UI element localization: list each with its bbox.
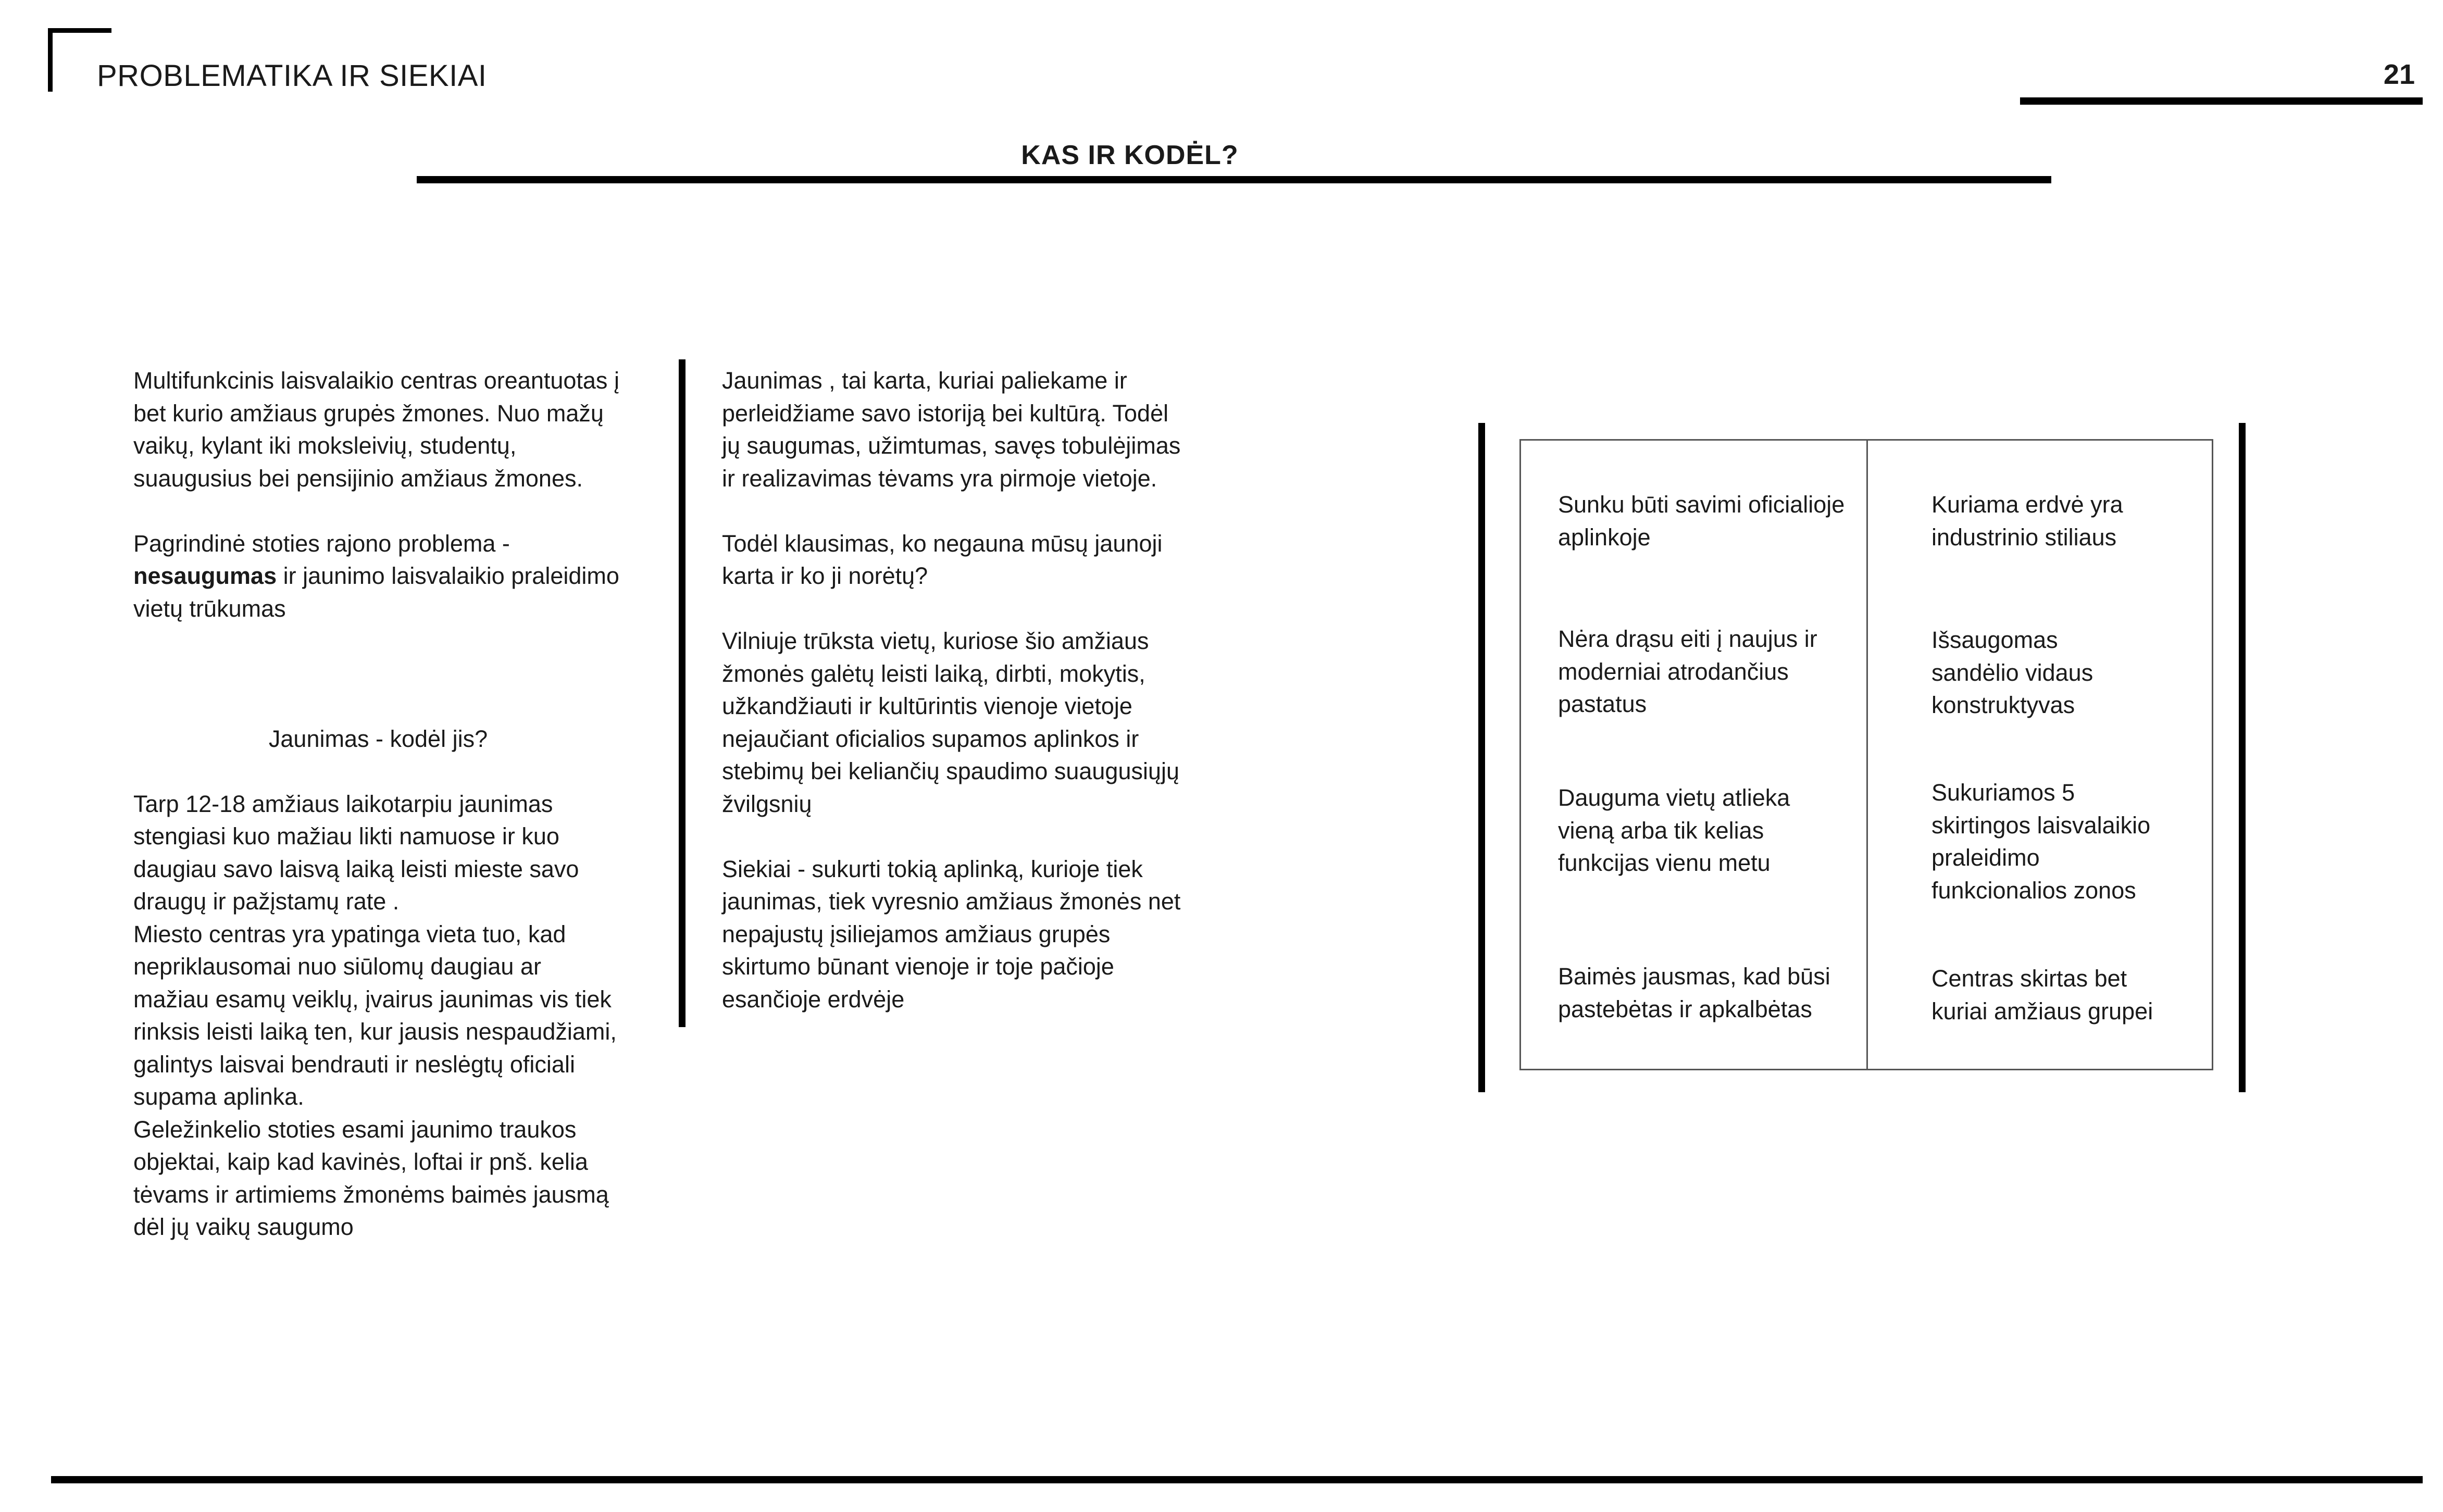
age-paragraph: Tarp 12-18 amžiaus laikotarpiu jaunimas stengiasi kuo mažiau likti namuose ir kuo daugiau savo laisvą laiką leisti mieste savo draugų ir pažįstamų rate . bbox=[133, 790, 579, 915]
question-paragraph: Todėl klausimas, ko negauna mūsų jaunoji karta ir ko ji norėtų? bbox=[722, 530, 1163, 589]
corner-bracket-left bbox=[48, 28, 53, 92]
city-center-paragraph: Miesto centras yra ypatinga vieta tuo, kad nepriklausomai nuo siūlomų daugiau ar mažiau esamų veiklų, įvairus jaunimas vis tiek rinksis leisti laiką ten, kur jausis nespaudžiami, galintys laisvai bendrauti ir neslėgtų oficiali supama aplinka. bbox=[133, 920, 617, 1110]
problem-cell: Sunku būti savimi oficialioje aplinkoje bbox=[1558, 491, 1845, 551]
heading-underline bbox=[417, 176, 2051, 183]
vilnius-paragraph: Vilniuje trūksta vietų, kuriose šio amžiaus žmonės galėtų leisti laiką, dirbti, mokytis, užkandžiauti ir kultūrintis vienoje vietoje nejaučiant oficialios supamos aplinkos ir stebimų bei keliančių spaudimo suaugusiųjų žvilgsnių bbox=[722, 628, 1180, 817]
problem-paragraph bbox=[133, 528, 623, 626]
column-divider bbox=[679, 359, 685, 1027]
intro-paragraph: Multifunkcinis laisvalaikio centras oreantuotas į bet kurio amžiaus grupės žmones. Nuo mažų vaikų, kylant iki moksleivių, studentų, suaugusius bei pensijinio amžiaus žmones. bbox=[133, 367, 619, 492]
solution-cell: Sukuriamos 5 skirtingos laisvalaikio praleidimo funkcionalios zonos bbox=[1931, 779, 2151, 904]
goals-paragraph: Siekiai - sukurti tokią aplinką, kurioje tiek jaunimas, tiek vyresnio amžiaus žmonės net nepajustų įsiliejamos amžiaus grupės skirtumo būnant vienoje ir toje pačioje esančioje erdvėje bbox=[722, 855, 1181, 1013]
problem-suffix: ir jaunimo laisvalaikio praleidimo vietų trūkumas bbox=[133, 563, 619, 622]
problem-keyword: nesaugumas bbox=[133, 563, 277, 589]
table-right-bar bbox=[2239, 423, 2246, 1092]
page-number-underline bbox=[2020, 97, 2423, 105]
problem-prefix: Pagrindinė stoties rajono problema - bbox=[133, 530, 510, 557]
corner-bracket-top bbox=[48, 28, 111, 33]
solution-cell: Išsaugomas sandėlio vidaus konstruktyvas bbox=[1931, 627, 2093, 718]
solution-cell: Kuriama erdvė yra industrinio stiliaus bbox=[1931, 491, 2123, 551]
section-title: PROBLEMATIKA IR SIEKIAI bbox=[97, 59, 487, 93]
bottom-rule bbox=[51, 1476, 2423, 1483]
problems-solutions-table bbox=[1519, 439, 2213, 1070]
problem-cell: Dauguma vietų atlieka vieną arba tik kelias funkcijas vienu metu bbox=[1558, 784, 1790, 876]
table-left-bar bbox=[1478, 423, 1485, 1092]
problem-cell: Baimės jausmas, kad būsi pastebėtas ir apkalbėtas bbox=[1558, 963, 1830, 1022]
middle-column bbox=[722, 365, 1191, 1048]
subheading: Jaunimas - kodėl jis? bbox=[268, 725, 488, 752]
left-column bbox=[133, 365, 623, 1244]
station-paragraph: Geležinkelio stoties esami jaunimo traukos objektai, kaip kad kavinės, loftai ir pnš. kelia tėvams ir artimiems žmonėms baimės jausmą dėl jų vaikų saugumo bbox=[133, 1116, 609, 1240]
solution-cell: Centras skirtas bet kuriai amžiaus grupei bbox=[1931, 965, 2153, 1024]
youth-paragraph: Jaunimas , tai karta, kuriai paliekame ir perleidžiame savo istoriją bei kultūrą. Todėl jų saugumas, užimtumas, savęs tobulėjimas ir realizavimas tėvams yra pirmoje vietoje. bbox=[722, 367, 1181, 492]
table-column-divider bbox=[1866, 441, 1868, 1069]
problem-cell: Nėra drąsu eiti į naujus ir moderniai atrodančius pastatus bbox=[1558, 626, 1817, 717]
page-number: 21 bbox=[2383, 59, 2415, 90]
page-heading: KAS IR KODĖL? bbox=[1021, 140, 1239, 170]
